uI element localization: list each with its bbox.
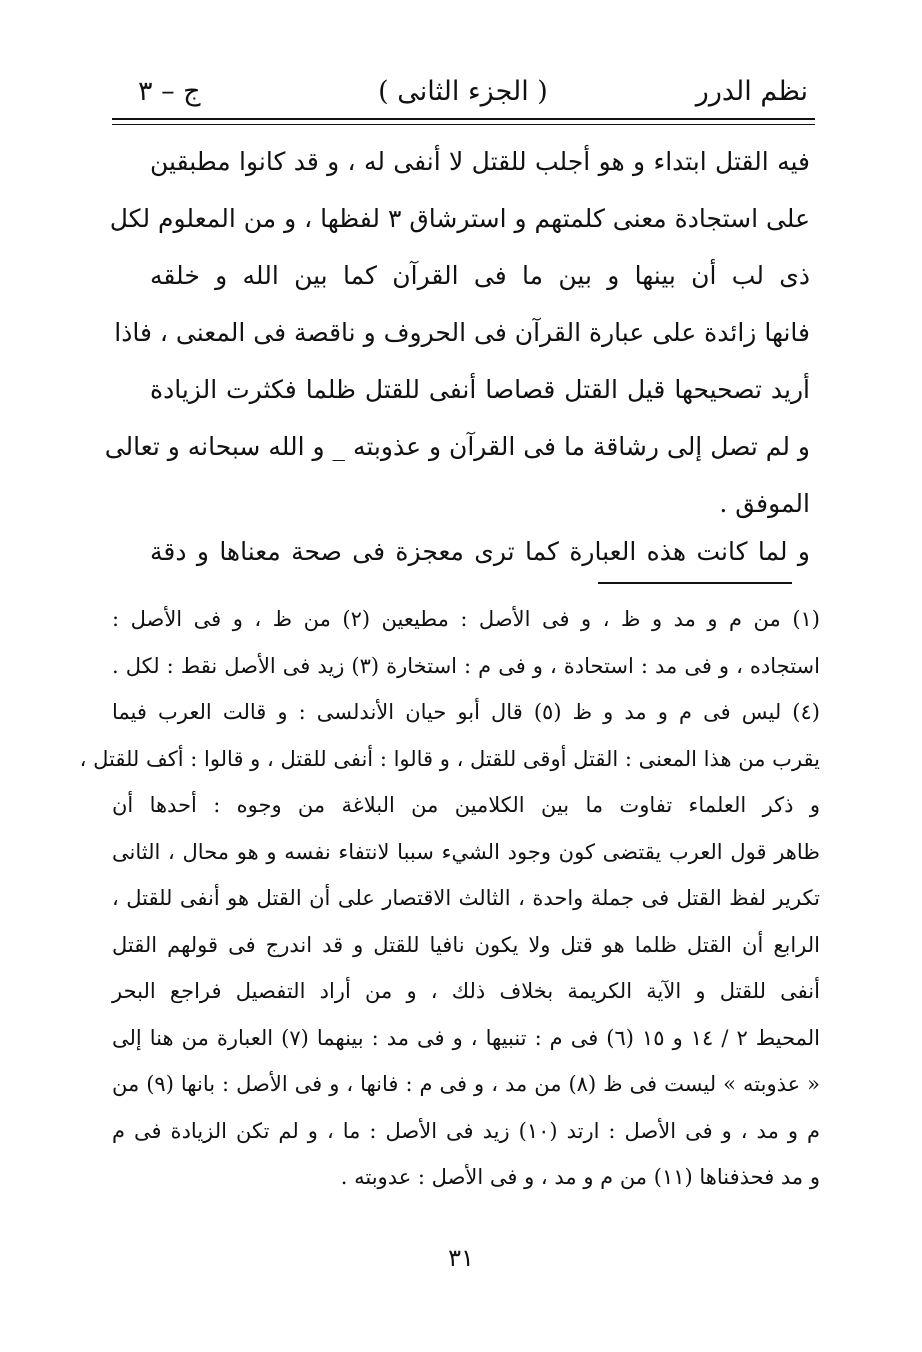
paragraph-start: و لما كانت هذه العبارة كما ترى معجزة فى صحة معناها و دقة xyxy=(150,537,810,566)
footnote-line: « عذوبته » ليست فى ظ (٨) من مد ، و فى م : فانها ، و فى الأصل : بانها (٩) من xyxy=(112,1072,820,1096)
body-line: أريد تصحيحها قيل القتل قصاصا أنفى للقتل ظلما فكثرت الزيادة xyxy=(150,375,810,404)
running-header xyxy=(118,70,808,114)
footnote-line: م و مد ، و فى الأصل : ارتد (١٠) زيد فى الأصل : ما ، و لم تكن الزيادة فى م xyxy=(112,1118,820,1143)
footnote-line: أنفى للقتل و الآية الكريمة بخلاف ذلك ، و من أراد التفصيل فراجع البحر xyxy=(112,979,820,1003)
footnote-line: و ذكر العلماء تفاوت ما بين الكلامين من البلاغة من وجوه : أحدها أن xyxy=(112,793,820,817)
footnote-line: المحيط ٢ / ١٤ و ١٥ (٦) فى م : تنبيها ، و فى مد : بينهما (٧) العبارة من هنا إلى xyxy=(112,1025,820,1050)
book-title: نظم الدرر xyxy=(695,76,808,107)
header-rule-thick xyxy=(112,118,815,120)
footnote-line: (١) من م و مد و ظ ، و فى الأصل : مطيعين (٢) من ظ ، و فى الأصل : xyxy=(112,607,820,631)
footnote-line: استجاده ، و فى مد : استحادة ، و فى م : استخارة (٣) زيد فى الأصل نقط : لكل . xyxy=(112,653,820,678)
body-line: ذى لب أن بينها و بين ما فى القرآن كما بين الله و خلقه xyxy=(150,261,810,290)
header-rule-thin xyxy=(112,124,815,125)
footnote-line: تكرير لفظ القتل فى جملة واحدة ، الثالث الاقتصار على أن القتل هو أنفى للقتل ، xyxy=(112,886,820,910)
volume-label: ج – ٣ xyxy=(138,76,201,107)
body-line: و لم تصل إلى رشاقة ما فى القرآن و عذوبته _ و الله سبحانه و تعالى xyxy=(104,432,810,461)
footnote-line: ظاهر قول العرب يقتضى كون وجود الشيء سببا لانتفاء نفسه و هو محال ، الثانى xyxy=(112,839,820,864)
body-line: الموفق . xyxy=(719,489,810,518)
part-label: ( الجزء الثانى ) xyxy=(378,76,548,107)
footnote-separator xyxy=(598,582,792,584)
footnote-line: الرابع أن القتل ظلما هو قتل ولا يكون نافيا للقتل و قد اندرج فى قولهم القتل xyxy=(112,932,820,957)
footnotes xyxy=(79,596,820,1201)
page-number: ٣١ xyxy=(448,1244,474,1272)
footnote-line: يقرب من هذا المعنى : القتل أوقى للقتل ، و قالوا : أنفى للقتل ، و قالوا : أكف للقتل ، xyxy=(79,746,820,771)
body-line: على استجادة معنى كلمتهم و استرشاق ٣ لفظها ، و من المعلوم لكل xyxy=(109,204,810,233)
main-text xyxy=(104,133,810,532)
footnote-line: (٤) ليس فى م و مد و ظ (٥) قال أبو حيان الأندلسى : و قالت العرب فيما xyxy=(112,700,820,724)
body-line: فيه القتل ابتداء و هو أجلب للقتل لا أنفى له ، و قد كانوا مطبقين xyxy=(150,147,810,176)
body-line: فانها زائدة على عبارة القرآن فى الحروف و ناقصة فى المعنى ، فاذا xyxy=(114,318,810,347)
footnote-line: و مد فحذفناها (١١) من م و مد ، و فى الأصل : عدوبته . xyxy=(340,1165,820,1189)
